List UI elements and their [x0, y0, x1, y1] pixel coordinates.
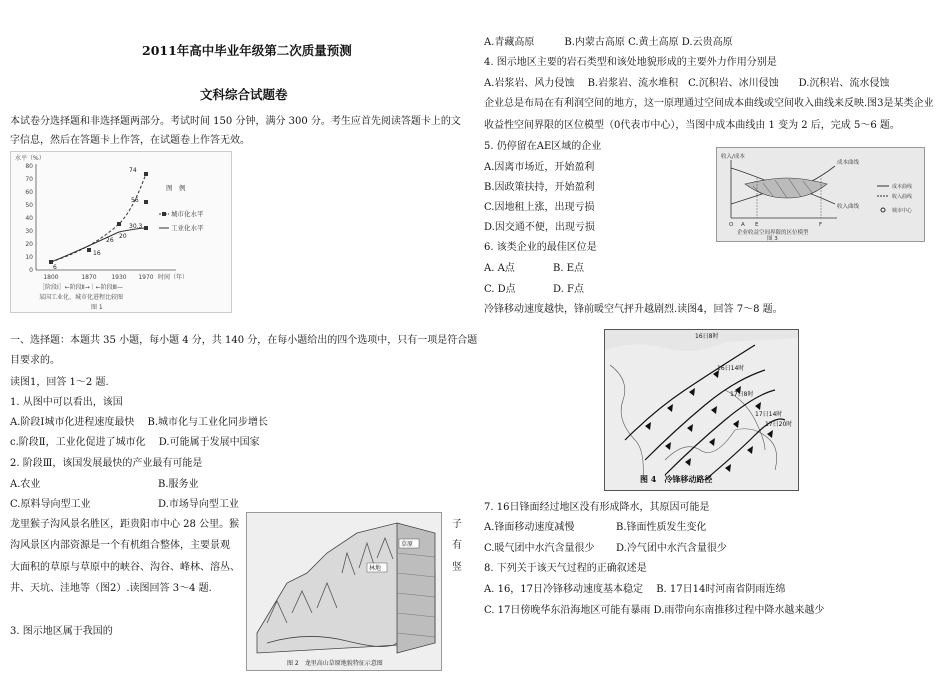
passage-longli-3-end: 竖 — [452, 562, 462, 573]
fig3-revenue-label: 收入曲线 — [837, 204, 860, 210]
fig1-label: 56 — [131, 197, 139, 204]
question-7-option-c: C.暖气团中水汽含量很少 — [484, 543, 595, 554]
passage-longli-2-end: 有 — [452, 540, 462, 551]
fig3-xlabel: F — [819, 222, 823, 228]
fig1-point — [117, 222, 121, 226]
figure-4-caption: 图 4 冷锋移动路径 — [640, 474, 713, 484]
exam-subtitle: 文科综合试题卷 — [200, 87, 288, 102]
question-5-option-d: D.因交通不便，出现亏损 — [484, 222, 595, 233]
fig1-ylabel: 水平（%） — [15, 155, 45, 162]
question-5-option-b: B.因政策扶持，开始盈利 — [484, 182, 595, 193]
fig3-xlabel: E — [755, 222, 759, 228]
fig4-time-2: 16日14时 — [717, 365, 745, 372]
question-8-options-cd: C. 17日傍晚华东沿海地区可能有暴雨 D.雨带向东南推移过程中降水越来越少 — [484, 605, 825, 616]
figure-3-svg — [717, 148, 924, 241]
passage-enterprise-1: 企业总是布局在有利润空间的地方，这一原理通过空间成本曲线或空间收入曲线来反映.图3是某类企业 — [484, 98, 934, 109]
fig4-time-3: 17日8时 — [730, 391, 754, 398]
passage-longli-1-end: 子 — [452, 519, 462, 530]
fig1-label: 74 — [129, 167, 137, 174]
fig1-label: 16 — [93, 250, 101, 257]
section-1-heading-cont: 目要求的。 — [10, 355, 60, 366]
intro-line-1: 本试卷分选择题和非选择题两部分。考试时间 150 分钟，满分 300 分。考生应首先阅读答题卡上的文 — [10, 116, 461, 127]
fig3-legend-cost: 成本曲线 — [892, 184, 913, 190]
read-figure-1: 读图1，回答 1～2 题. — [10, 377, 109, 388]
question-2: 2. 阶段Ⅲ，该国发展最快的产业最有可能是 — [10, 458, 203, 469]
question-5-option-a: A.因离市场近，开始盈利 — [484, 162, 595, 173]
figure-2-landform — [246, 512, 442, 671]
question-1-options-cd: c.阶段Ⅱ，工业化促进了城市化 D.可能属于发展中国家 — [10, 437, 260, 448]
fig1-label: 30.3 — [129, 223, 143, 230]
figure-1-chart — [10, 151, 232, 313]
fig4-time-4: 17日14时 — [755, 411, 783, 418]
fig1-point — [144, 172, 148, 176]
question-2-option-a: A.农业 — [10, 479, 41, 490]
question-8-options-ab: A. 16，17日冷锋移动速度基本稳定 B. 17日14时河南省阴雨连绵 — [484, 584, 786, 595]
passage-longli-4: 井、天坑、洼地等（图2）.读图回答 3～4 题. — [10, 583, 212, 594]
fig1-xtick: 1930 — [111, 274, 127, 281]
fig1-label: 6 — [53, 264, 57, 271]
intro-line-2: 字信息，然后在答题卡上作答，在试题卷上作答无效。 — [10, 135, 250, 146]
passage-longli-3: 大面积的草原与草原中的峡谷、沟谷、峰林、溶丛、 — [10, 562, 240, 573]
question-3-options: A.青藏高原 B.内蒙古高原 C.黄土高原 D.云贵高原 — [484, 37, 733, 48]
question-6-option-c: C. D点 — [484, 284, 516, 295]
fig1-ytick: 60 — [25, 189, 33, 196]
question-2-option-c: C.原料导向型工业 — [10, 499, 91, 510]
fig1-label: 26 — [106, 237, 114, 244]
question-6: 6. 该类企业的最佳区位是 — [484, 242, 597, 253]
fig4-time-5: 17日20时 — [765, 421, 793, 428]
question-6-option-a: A. A点 — [484, 263, 515, 274]
fig1-legend-title: 图 例 — [166, 184, 186, 192]
question-3: 3. 图示地区属于我国的 — [10, 626, 113, 637]
fig3-ylabel: 收入/成本 — [721, 154, 745, 160]
question-7-option-b: B.锋面性质发生变化 — [616, 522, 707, 533]
fig1-ytick: 40 — [25, 215, 33, 222]
fig1-ytick: 10 — [25, 254, 33, 261]
question-7-option-d: D.冷气团中水汽含量很少 — [616, 543, 727, 554]
question-7: 7. 16日锋面经过地区没有形成降水，其原因可能是 — [484, 502, 710, 513]
fig3-cost-label: 成本曲线 — [837, 160, 860, 166]
question-1: 1. 从图中可以看出，该国 — [10, 397, 123, 408]
passage-longli-1: 龙里猴子沟风景名胜区，距贵阳市中心 28 公里。猴 — [10, 519, 240, 530]
question-5: 5. 仍停留在AE区域的企业 — [484, 141, 602, 152]
fig1-desc: 某国工业化、城市化进程比较图 — [39, 294, 124, 301]
fig1-stage-row: ［阶段Ⅰ］←阶段Ⅱ→｜←阶段Ⅲ— — [39, 284, 123, 291]
fig1-xtick: 1970 — [138, 274, 154, 281]
fig1-ytick: 50 — [25, 202, 33, 209]
question-4: 4. 图示地区主要的岩石类型和该处地貌形成的主要外力作用分别是 — [484, 57, 777, 68]
fig3-fignum: 图 3 — [767, 236, 778, 241]
question-6-option-d: D. F点 — [553, 284, 584, 295]
question-5-option-c: C.因地租上涨，出现亏损 — [484, 202, 595, 213]
question-6-option-b: B. E点 — [553, 263, 585, 274]
fig2-label-forest: 林地 — [369, 565, 382, 572]
fig1-label: 20 — [119, 233, 127, 240]
question-8: 8. 下列关于该天气过程的正确叙述是 — [484, 563, 647, 574]
fig1-legend-industry: 工业化水平 — [171, 224, 204, 232]
fig3-xlabel: O — [729, 222, 734, 228]
passage-cold-front: 冷锋移动速度越快，锋前暖空气抨升越剧烈.读图4，回答 7～8 题。 — [484, 304, 783, 315]
fig1-caption: 图 1 — [91, 304, 103, 311]
fig3-legend-revenue: 收入曲线 — [892, 194, 913, 200]
figure-2-svg — [247, 513, 441, 670]
figure-1-svg — [11, 152, 231, 312]
question-7-option-a: A.锋面移动速度减慢 — [484, 522, 575, 533]
figure-3-location-model — [716, 147, 925, 242]
fig1-point — [144, 226, 148, 230]
fig4-time-1: 16日8时 — [695, 333, 719, 340]
fig1-xtick: 1800 — [43, 274, 59, 281]
fig3-caption: 企业收益空间界限的区位模型 — [737, 230, 809, 236]
fig1-xtick: 1870 — [81, 274, 97, 281]
fig1-ytick: 80 — [25, 163, 33, 170]
passage-longli-2: 沟风景区内部资源是一个有机组合整体，主要景观 — [10, 540, 230, 551]
fig1-urban-line — [51, 174, 146, 262]
question-4-options: A.岩浆岩、风力侵蚀 B.岩浆岩、流水堆积 C.沉积岩、冰川侵蚀 D.沉积岩、流水侵蚀 — [484, 78, 890, 89]
fig3-legend-market: 城市中心 — [892, 208, 913, 214]
fig1-point — [87, 248, 91, 252]
fig1-point — [144, 200, 148, 204]
fig3-xlabel: A — [741, 222, 745, 228]
question-2-option-b: B.服务业 — [158, 479, 199, 490]
figure-4-cold-front-map — [604, 329, 799, 491]
exam-title: 2011年高中毕业年级第二次质量预测 — [142, 43, 352, 58]
section-1-heading: 一、选择题：本题共 35 小题，每小题 4 分，共 140 分，在每小题给出的四个选项中，只有一项是符合题 — [10, 335, 478, 346]
fig1-ytick: 70 — [25, 176, 33, 183]
fig2-caption: 图 2 龙里高山草原地貌特征示意图 — [287, 660, 383, 667]
fig1-ytick: 20 — [25, 241, 33, 248]
fig1-ytick: 30 — [25, 228, 33, 235]
fig1-xunit: 时间（年） — [157, 274, 189, 281]
fig1-legend-urban: 城市化水平 — [171, 210, 204, 218]
passage-enterprise-2: 收益性空间界限的区位模型（0代表市中心），当图中成本曲线由 1 变为 2 后，完成 5～6 题。 — [484, 120, 900, 131]
question-2-option-d: D.市场导向型工业 — [158, 499, 239, 510]
question-1-options-ab: A.阶段Ⅰ城市化进程速度最快 B.城市化与工业化同步增长 — [10, 417, 269, 428]
fig2-label-grass: 草原 — [401, 541, 414, 548]
figure-4-svg — [605, 330, 798, 490]
fig1-ytick: 0 — [29, 267, 33, 274]
